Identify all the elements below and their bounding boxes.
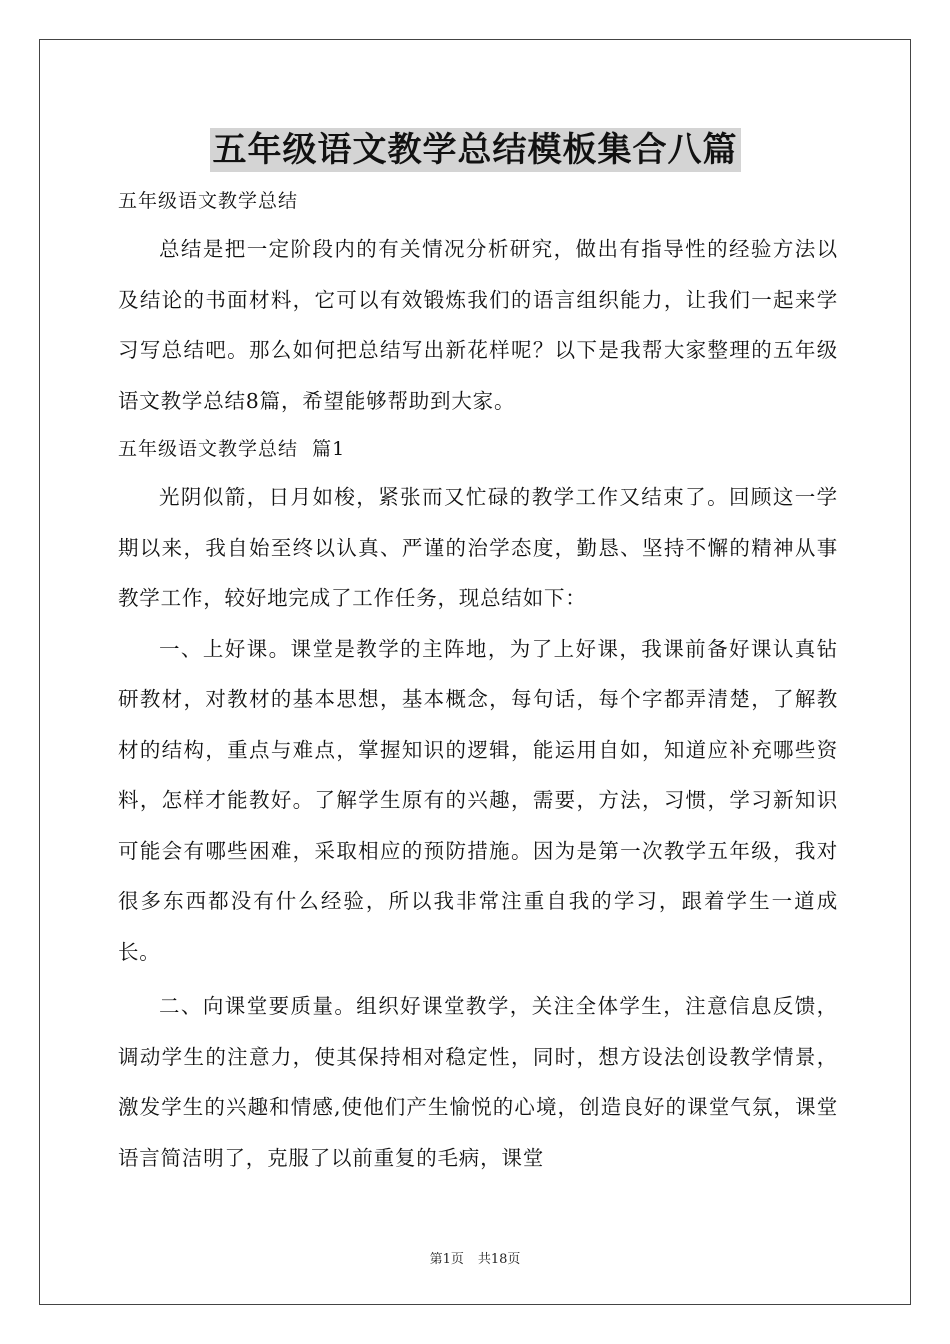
document-title: 五年级语文教学总结模板集合八篇 (210, 128, 741, 172)
section-heading: 五年级语文教学总结 (118, 190, 299, 212)
body-paragraph: 一、上好课。课堂是教学的主阵地，为了上好课，我课前备好课认真钻研教材，对教材的基本思想，基本概念，每句话，每个字都弄清楚，了解教材的结构，重点与难点，掌握知识的逻辑，能运用自如，知道应补充哪些资料，怎样才能教好。了解学生原有的兴趣，需要，方法，习惯，学习新知识可能会有哪些困难，采取相应的预防措施。因为是第一次教学五年级，我对很多东西都没有什么经验，所以我非常注重自我的学习，跟着学生一道成长。 (118, 636, 838, 964)
body-paragraph: 光阴似箭，日月如梭，紧张而又忙碌的教学工作又结束了。回顾这一学期以来，我自始至终以认真、严谨的治学态度，勤恳、坚持不懈的精神从事教学工作，较好地完成了工作任务，现总结如下： (118, 485, 838, 610)
article-heading: 五年级语文教学总结 篇1 (118, 438, 346, 460)
page-number: 第1页 (429, 1252, 464, 1267)
intro-paragraph: 总结是把一定阶段内的有关情况分析研究，做出有指导性的经验方法以及结论的书面材料，它可以有效锻炼我们的语言组织能力，让我们一起来学习写总结吧。那么如何把总结写出新花样呢？以下是我帮大家整理的五年级语文教学总结8篇，希望能够帮助到大家。 (118, 237, 838, 413)
body-paragraph: 二、向课堂要质量。组织好课堂教学，关注全体学生，注意信息反馈，调动学生的注意力，使其保持相对稳定性，同时，想方设法创设教学情景，激发学生的兴趣和情感,使他们产生愉悦的心境，创造良好的课堂气氛，课堂语言简洁明了，克服了以前重复的毛病，课堂 (118, 994, 838, 1170)
page-total: 共18页 (477, 1252, 521, 1267)
page-footer (0, 1248, 950, 1267)
title-wrap (0, 128, 950, 172)
document-body (118, 178, 838, 1183)
